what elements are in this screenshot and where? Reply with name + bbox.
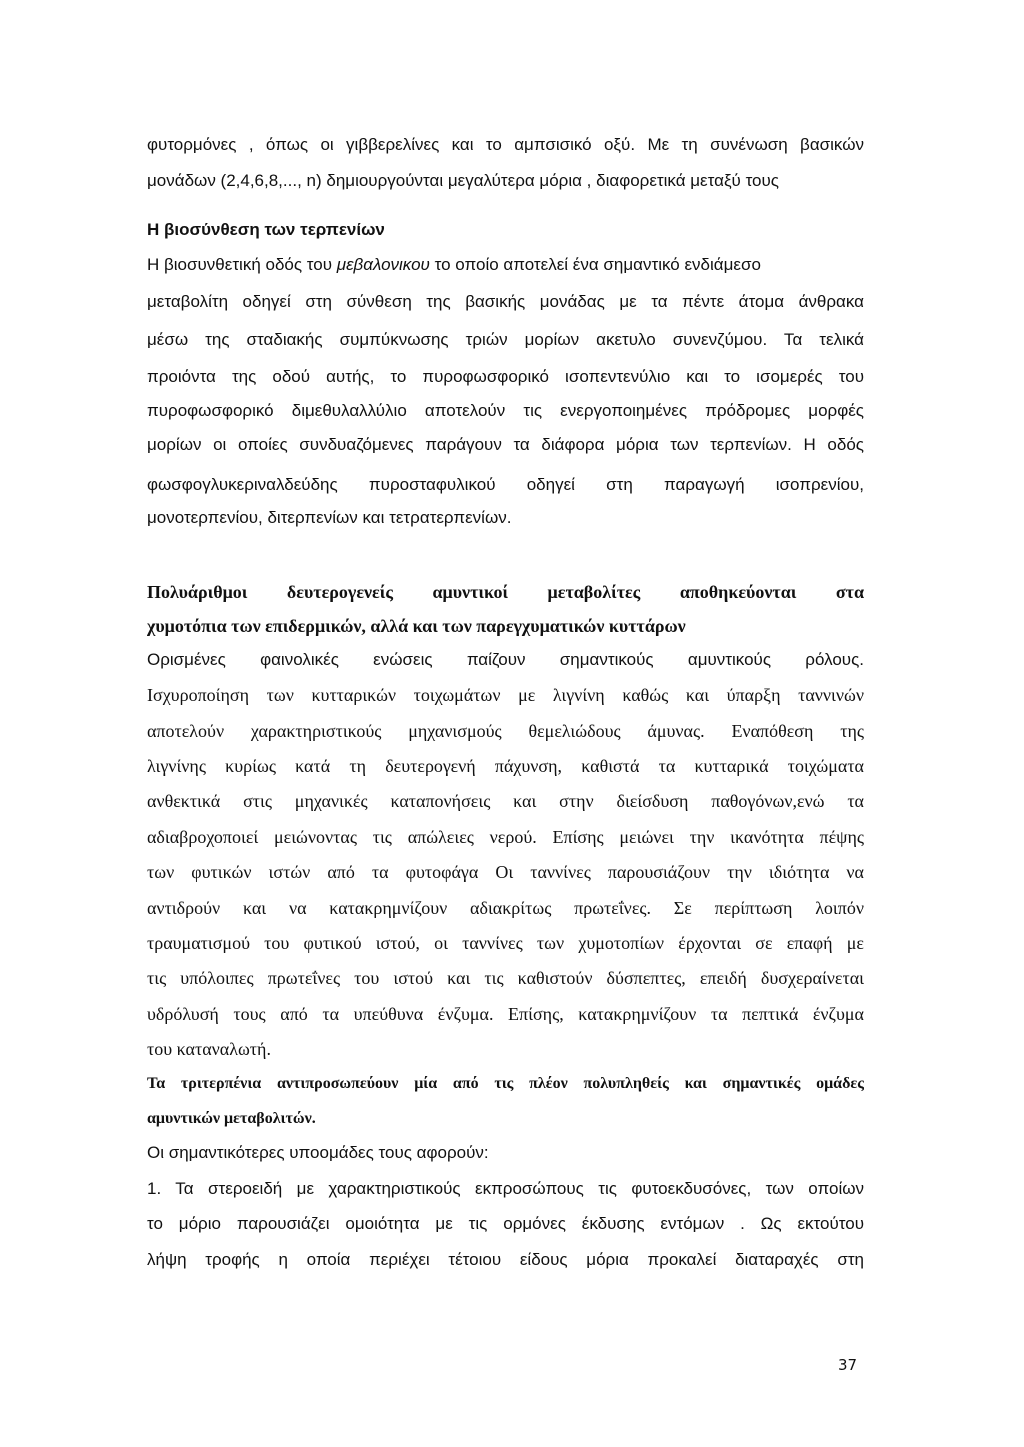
section-heading-terpene-biosynthesis: Η βιοσύνθεση των τερπενίων xyxy=(147,220,385,239)
paragraph-line: αντιδρούν και να κατακρημνίζουν αδιακρίτως πρωτεΐνες. Σε περίπτωση λοιπόν xyxy=(147,898,864,918)
paragraph-line: του καταναλωτή. xyxy=(147,1039,271,1059)
section-heading-triterpenes: Τα τριτερπένια αντιπροσωπεύουν μία από τις πλέον πολυπληθείς και σημαντικές ομάδες xyxy=(147,1075,864,1092)
list-item-line: 1. Τα στεροειδή με χαρακτηριστικούς εκπροσώπους τις φυτοεκδυσόνες, των οποίων xyxy=(147,1179,864,1198)
text-run: Η βιοσυνθετική οδός του xyxy=(147,255,337,274)
paragraph-line: τραυματισμού του φυτικού ιστού, οι ταννίνες των χυμοτοπίων έρχονται σε επαφή με xyxy=(147,933,864,953)
paragraph-line: πυροφωσφορικό διμεθυλαλλύλιο αποτελούν τις ενεργοποιημένες πρόδρομες μορφές xyxy=(147,401,864,420)
list-item-line: το μόριο παρουσιάζει ομοιότητα με τις ορμόνες έκδυσης εντόμων . Ως εκτούτου xyxy=(147,1214,864,1233)
intro-line-1: φυτορμόνες , όπως οι γιββερελίνες και το αμπσισικό οξύ. Με τη συνένωση βασικών xyxy=(147,135,864,154)
paragraph-line: προιόντα της οδού αυτής, το πυροφωσφορικό ισοπεντενύλιο και το ισομερές του xyxy=(147,367,864,386)
paragraph-line: Ισχυροποίηση των κυτταρικών τοιχωμάτων με λιγνίνη καθώς και ύπαρξη ταννινών xyxy=(147,685,864,705)
paragraph-line: των φυτικών ιστών από τα φυτοφάγα Οι ταννίνες παρουσιάζουν την ιδιότητα να xyxy=(147,862,864,882)
paragraph-line: μορίων οι οποίες συνδυαζόμενες παράγουν τα διάφορα μόρια των τερπενίων. Η οδός xyxy=(147,435,864,454)
text-run-italic: μεβαλονικου xyxy=(336,255,430,274)
paragraph-line: λιγνίνης κυρίως κατά τη δευτερογενή πάχυνση, καθιστά τα κυτταρικά τοιχώματα xyxy=(147,756,864,776)
paragraph-line: μονοτερπενίου, διτερπενίων και τετρατερπενίων. xyxy=(147,508,512,527)
paragraph-line: Οι σημαντικότερες υποομάδες τους αφορούν: xyxy=(147,1143,489,1162)
paragraph-line: αποτελούν χαρακτηριστικούς μηχανισμούς θεμελιώδους άμυνας. Εναπόθεση της xyxy=(147,721,864,741)
paragraph-line: Ορισμένες φαινολικές ενώσεις παίζουν σημαντικούς αμυντικούς ρόλους. xyxy=(147,650,864,669)
section-heading-defensive-metabolites: Πολυάριθμοι δευτερογενείς αμυντικοί μεταβολίτες αποθηκεύονται στα xyxy=(147,582,864,602)
paragraph-line: φωσφογλυκεριναλδεύδης πυροσταφυλικού οδηγεί στη παραγωγή ισοπρενίου, xyxy=(147,475,864,494)
list-item-line: λήψη τροφής η οποία περιέχει τέτοιου είδους μόρια προκαλεί διαταραχές στη xyxy=(147,1250,864,1269)
paragraph-line: υδρόλυσή τους από τα υπεύθυνα ένζυμα. Επίσης, κατακρημνίζουν τα πεπτικά ένζυμα xyxy=(147,1004,864,1024)
intro-line-2: μονάδων (2,4,6,8,..., n) δημιουργούνται μεγαλύτερα μόρια , διαφορετικά μεταξύ τους xyxy=(147,171,779,190)
section-heading-triterpenes-cont: αμυντικών μεταβολιτών. xyxy=(147,1110,316,1127)
paragraph-line: τις υπόλοιπες πρωτεΐνες του ιστού και τις καθιστούν δύσπεπτες, επειδή δυσχεραίνεται xyxy=(147,968,864,988)
paragraph-line xyxy=(147,254,864,276)
paragraph-line: μεταβολίτη οδηγεί στη σύνθεση της βασικής μονάδας με τα πέντε άτομα άνθρακα xyxy=(147,292,864,311)
page-number: 37 xyxy=(838,1356,858,1374)
paragraph-line: ανθεκτικά στις μηχανικές καταπονήσεις και στην διείσδυση παθογόνων,ενώ τα xyxy=(147,791,864,811)
section-heading-defensive-metabolites-cont: χυμοτόπια των επιδερμικών, αλλά και των παρεγχυματικών κυττάρων xyxy=(147,616,686,636)
paragraph-line: μέσω της σταδιακής συμπύκνωσης τριών μορίων ακετυλο συνενζύμου. Τα τελικά xyxy=(147,330,864,349)
paragraph-line: αδιαβροχοποιεί μειώνοντας τις απώλειες νερού. Επίσης μειώνει την ικανότητα πέψης xyxy=(147,827,864,847)
text-run: το οποίο αποτελεί ένα σημαντικό ενδιάμεσο xyxy=(429,255,761,274)
